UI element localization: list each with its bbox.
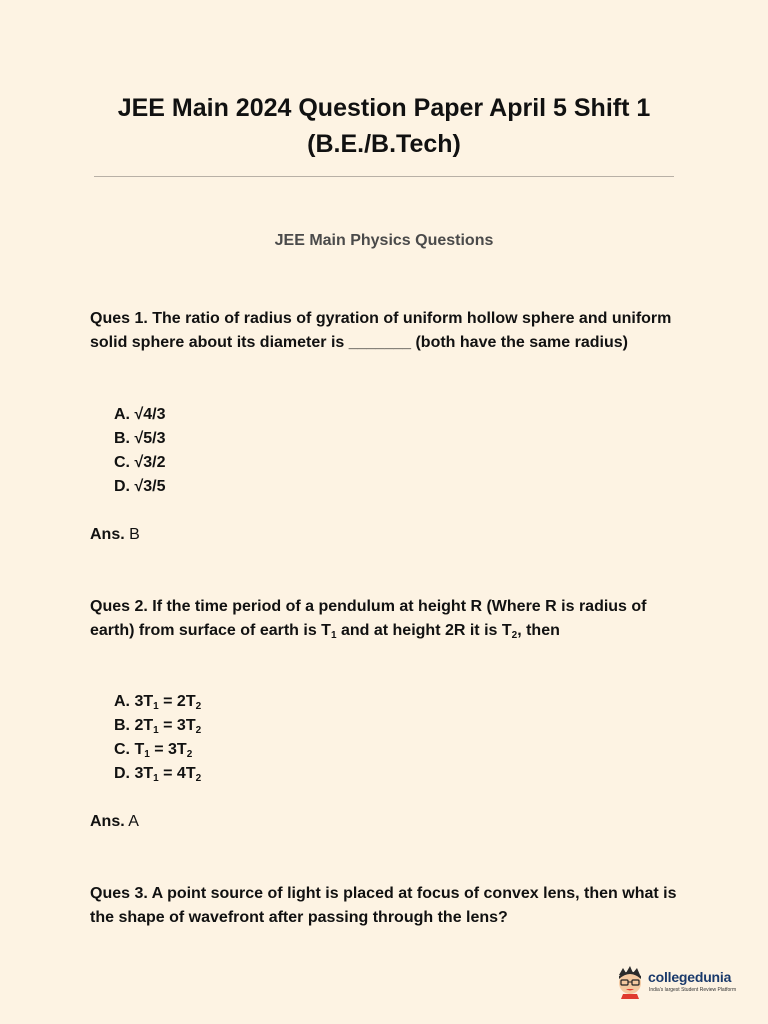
logo-wordmark: collegedunia <box>648 969 732 985</box>
question-2-text: Ques 2. If the time period of a pendulum at height R (Where R is radius of earth) from surface of earth is $T_1$ and at height 2R it is $T_2$, then <box>90 598 647 641</box>
question-1-options <box>114 403 165 499</box>
option-c: C. √3/2 <box>114 454 166 471</box>
document-title <box>0 90 768 162</box>
question-1-answer <box>90 523 140 547</box>
option-a: A. $3T_1 = 2T_2$ <box>114 693 202 712</box>
answer-value: A <box>128 813 139 830</box>
answer-label: Ans. <box>90 526 125 543</box>
question-3-text: Ques 3. A point source of light is placed at focus of convex lens, then what is the shape of wavefront after passing through the lens? <box>90 885 677 926</box>
option-b: B. $2T_1 = 3T_2$ <box>114 717 202 736</box>
title-line-2: (B.E./B.Tech) <box>307 130 461 158</box>
title-divider <box>94 176 674 177</box>
option-c: C. $T_1 = 3T_2$ <box>114 741 193 760</box>
question-1-text: Ques 1. The ratio of radius of gyration of uniform hollow sphere and uniform solid sphere about its diameter is _______ (both have the same radius) <box>90 310 672 351</box>
option-a: A. √4/3 <box>114 406 166 423</box>
logo-tagline: India's largest Student Review Platform <box>649 987 737 993</box>
option-d: D. √3/5 <box>114 478 166 495</box>
answer-label: Ans. <box>90 813 125 830</box>
option-d: D. $3T_1 = 4T_2$ <box>114 765 202 784</box>
section-title: JEE Main Physics Questions <box>274 232 494 249</box>
title-line-1: JEE Main 2024 Question Paper April 5 Shift 1 <box>117 94 651 122</box>
question-2-answer <box>90 810 139 834</box>
question-2-options <box>114 690 201 786</box>
answer-value: B <box>129 526 140 543</box>
mascot-icon <box>615 965 645 999</box>
option-b: B. √5/3 <box>114 430 166 447</box>
collegedunia-logo <box>615 963 745 1003</box>
